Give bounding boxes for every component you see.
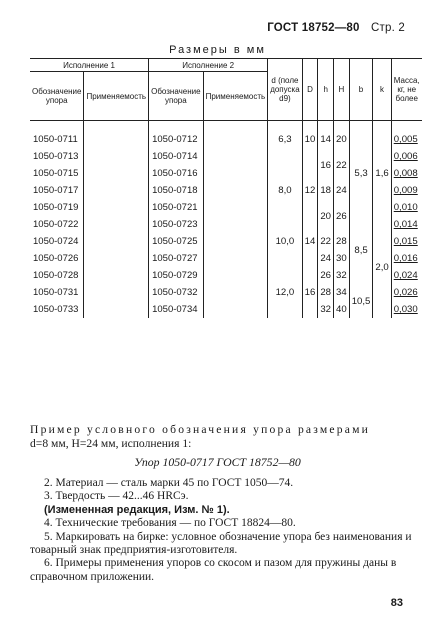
cell-mass — [391, 121, 422, 149]
usage-1 — [84, 199, 149, 216]
cell-mass — [391, 148, 422, 165]
code-1: 1050-0717 — [30, 182, 84, 199]
cell-mass — [391, 233, 422, 250]
cell-H: 24 — [334, 182, 350, 199]
col-header-d: d (поле допуска d9) — [268, 59, 302, 121]
col-header-mass: Масса, кг, не более — [391, 59, 422, 121]
cell-mass — [391, 267, 422, 284]
cell-h: 18 — [318, 182, 334, 199]
cell-D — [302, 148, 318, 165]
page-label: Стр. 2 — [371, 22, 405, 34]
dimensions-table — [30, 58, 422, 318]
code-1: 1050-0722 — [30, 216, 84, 233]
code-2: 1050-0727 — [149, 250, 203, 267]
item-examples: 6. Примеры применения упоров со скосом и пазом для пружины даны в справочном приложении. — [30, 557, 397, 583]
cell-k: 2,0 — [373, 216, 391, 318]
col-header-k: k — [373, 59, 391, 121]
cell-h: 20 — [318, 199, 334, 233]
cell-d: 8,0 — [268, 165, 302, 216]
example-lead: Пример условного обозначения — [30, 423, 248, 436]
item-tech-req: 4. Технические требования — по ГОСТ 18824—80. — [44, 517, 296, 530]
cell-h: 32 — [318, 301, 334, 318]
code-2: 1050-0712 — [149, 121, 203, 149]
usage-1 — [84, 216, 149, 233]
cell-D: 12 — [302, 165, 318, 216]
cell-b: 5,3 — [349, 121, 373, 217]
code-2: 1050-0729 — [149, 267, 203, 284]
mass-value: 0,030 — [393, 304, 418, 315]
code-2: 1050-0734 — [149, 301, 203, 318]
code-2: 1050-0725 — [149, 233, 203, 250]
cell-H: 20 — [334, 121, 350, 149]
cell-D: 14 — [302, 216, 318, 267]
cell-H: 22 — [334, 148, 350, 182]
mass-value: 0,015 — [393, 236, 418, 247]
example-line2: d=8 мм, H=24 мм, исполнения 1: — [30, 437, 192, 450]
col-header-usage-2: Применяемость — [203, 72, 268, 121]
code-2: 1050-0723 — [149, 216, 203, 233]
col-header-code-2: Обозначение упора — [149, 72, 203, 121]
col-header-usage-1: Применяемость — [84, 72, 149, 121]
code-1: 1050-0733 — [30, 301, 84, 318]
mass-value: 0,026 — [393, 287, 418, 298]
item-marking: 5. Маркировать на бирке: условное обозначение упора без наименования и товарный знак предприятия-изготовителя. — [30, 530, 412, 557]
cell-k: 1,6 — [373, 121, 391, 217]
usage-2 — [203, 121, 268, 149]
designation-example: Упор 1050-0717 ГОСТ 18752—80 — [134, 455, 301, 469]
item-hardness: 3. Твердость — 42...46 HRCэ. — [44, 490, 189, 503]
usage-2 — [203, 233, 268, 250]
code-2: 1050-0718 — [149, 182, 203, 199]
usage-2 — [203, 267, 268, 284]
code-2: 1050-0714 — [149, 148, 203, 165]
col-header-h: h — [318, 59, 334, 121]
cell-H: 40 — [334, 301, 350, 318]
cell-mass — [391, 199, 422, 216]
table-row — [30, 284, 422, 301]
group-header-2: Исполнение 2 — [149, 59, 268, 72]
code-2: 1050-0721 — [149, 199, 203, 216]
code-1: 1050-0728 — [30, 267, 84, 284]
cell-mass — [391, 301, 422, 318]
table-row — [30, 216, 422, 233]
table-caption: Размеры в мм — [169, 44, 266, 56]
cell-d: 6,3 — [268, 121, 302, 149]
col-header-H: H — [334, 59, 350, 121]
usage-1 — [84, 233, 149, 250]
usage-2 — [203, 284, 268, 301]
item-amendment: (Измененная редакция, Изм. № 1). — [44, 503, 230, 516]
col-header-b: b — [349, 59, 373, 121]
group-header-1: Исполнение 1 — [30, 59, 149, 72]
usage-1 — [84, 284, 149, 301]
cell-mass — [391, 165, 422, 182]
cell-H: 26 — [334, 199, 350, 233]
usage-1 — [84, 182, 149, 199]
code-1: 1050-0719 — [30, 199, 84, 216]
cell-h: 26 — [318, 267, 334, 284]
cell-h: 28 — [318, 284, 334, 301]
mass-value: 0,024 — [393, 270, 418, 281]
cell-d — [268, 148, 302, 165]
usage-2 — [203, 182, 268, 199]
usage-1 — [84, 250, 149, 267]
cell-mass — [391, 216, 422, 233]
page-number: 83 — [390, 597, 403, 609]
code-1: 1050-0726 — [30, 250, 84, 267]
usage-2 — [203, 250, 268, 267]
cell-d: 10,0 — [268, 216, 302, 267]
col-header-code-1: Обозначение упора — [30, 72, 84, 121]
page-header — [267, 22, 405, 34]
mass-value: 0,009 — [393, 185, 418, 196]
table-row — [30, 121, 422, 149]
mass-value: 0,016 — [393, 253, 418, 264]
cell-D: 10 — [302, 121, 318, 149]
code-2: 1050-0716 — [149, 165, 203, 182]
standard-code: ГОСТ 18752—80 — [267, 22, 360, 34]
usage-1 — [84, 267, 149, 284]
cell-H: 32 — [334, 267, 350, 284]
cell-h: 22 — [318, 233, 334, 250]
code-1: 1050-0711 — [30, 121, 84, 149]
cell-h: 24 — [318, 250, 334, 267]
usage-1 — [84, 148, 149, 165]
mass-value: 0,005 — [393, 134, 418, 145]
item-material: 2. Материал — сталь марки 45 по ГОСТ 1050—74. — [44, 477, 294, 489]
usage-2 — [203, 165, 268, 182]
usage-2 — [203, 199, 268, 216]
cell-b: 8,5 — [349, 216, 373, 284]
mass-value: 0,014 — [393, 219, 418, 230]
cell-h: 16 — [318, 148, 334, 182]
code-1: 1050-0724 — [30, 233, 84, 250]
cell-mass — [391, 250, 422, 267]
requirements-list — [30, 477, 420, 584]
mass-value: 0,006 — [393, 151, 418, 162]
cell-H: 28 — [334, 233, 350, 250]
code-1: 1050-0713 — [30, 148, 84, 165]
code-2: 1050-0732 — [149, 284, 203, 301]
example-rest: упора размерами — [248, 423, 371, 436]
usage-1 — [84, 301, 149, 318]
mass-value: 0,008 — [393, 168, 418, 179]
col-header-D: D — [302, 59, 318, 121]
usage-1 — [84, 121, 149, 149]
mass-value: 0,010 — [393, 202, 418, 213]
usage-2 — [203, 148, 268, 165]
cell-mass — [391, 284, 422, 301]
example-paragraph — [30, 423, 418, 451]
usage-2 — [203, 216, 268, 233]
usage-2 — [203, 301, 268, 318]
cell-H: 30 — [334, 250, 350, 267]
code-1: 1050-0731 — [30, 284, 84, 301]
cell-mass — [391, 182, 422, 199]
cell-h: 14 — [318, 121, 334, 149]
code-1: 1050-0715 — [30, 165, 84, 182]
cell-b: 10,5 — [349, 284, 373, 318]
cell-H: 34 — [334, 284, 350, 301]
cell-d: 12,0 — [268, 267, 302, 318]
usage-1 — [84, 165, 149, 182]
cell-D: 16 — [302, 267, 318, 318]
